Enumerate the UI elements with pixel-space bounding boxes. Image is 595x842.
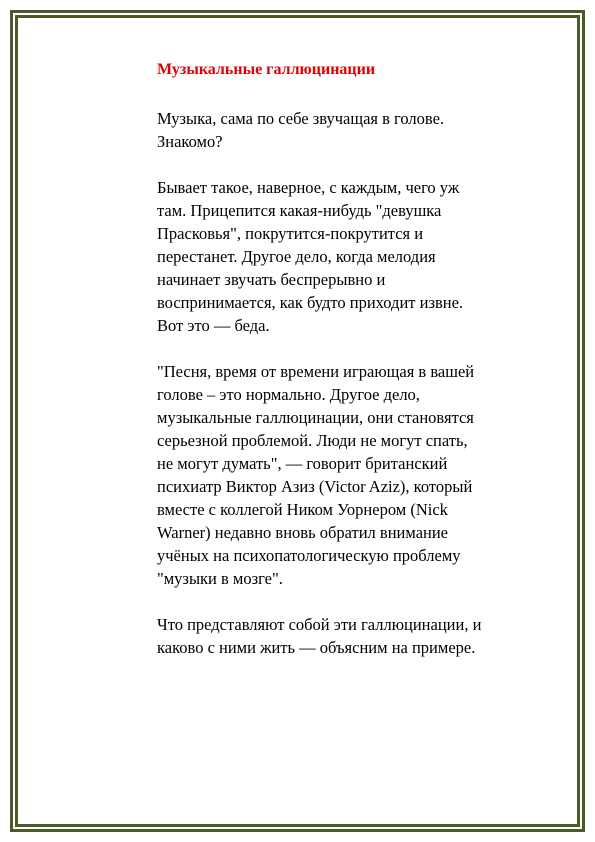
paragraph-quote: "Песня, время от времени играющая в вашей голове – это нормально. Другое дело, музыкальные галлюцинации, они становятся серьезной проблемой. Люди не могут спать, не могут думать", — говорит британский психиатр Виктор Азиз (Victor Aziz), который вместе с коллегой Ником Уорнером (Nick Warner) недавно вновь обратил внимание учёных на психопатологическую проблему "музыки в мозге".	[157, 362, 475, 588]
document-body	[157, 60, 487, 682]
paragraph-intro: Музыка, сама по себе звучащая в голове. Знакомо?	[157, 109, 445, 151]
document-title: Музыкальные галлюцинации	[157, 61, 376, 78]
paragraph-conclusion: Что представляют собой эти галлюцинации, и каково с ними жить — объясним на примере.	[157, 615, 482, 657]
paragraph-description: Бывает такое, наверное, с каждым, чего уж там. Прицепится какая-нибудь "девушка Прасковья", покрутится-покрутится и перестанет. Другое дело, когда мелодия начинает звучать беспрерывно и воспринимается, как будто приходит извне. Вот это — беда.	[157, 178, 464, 335]
